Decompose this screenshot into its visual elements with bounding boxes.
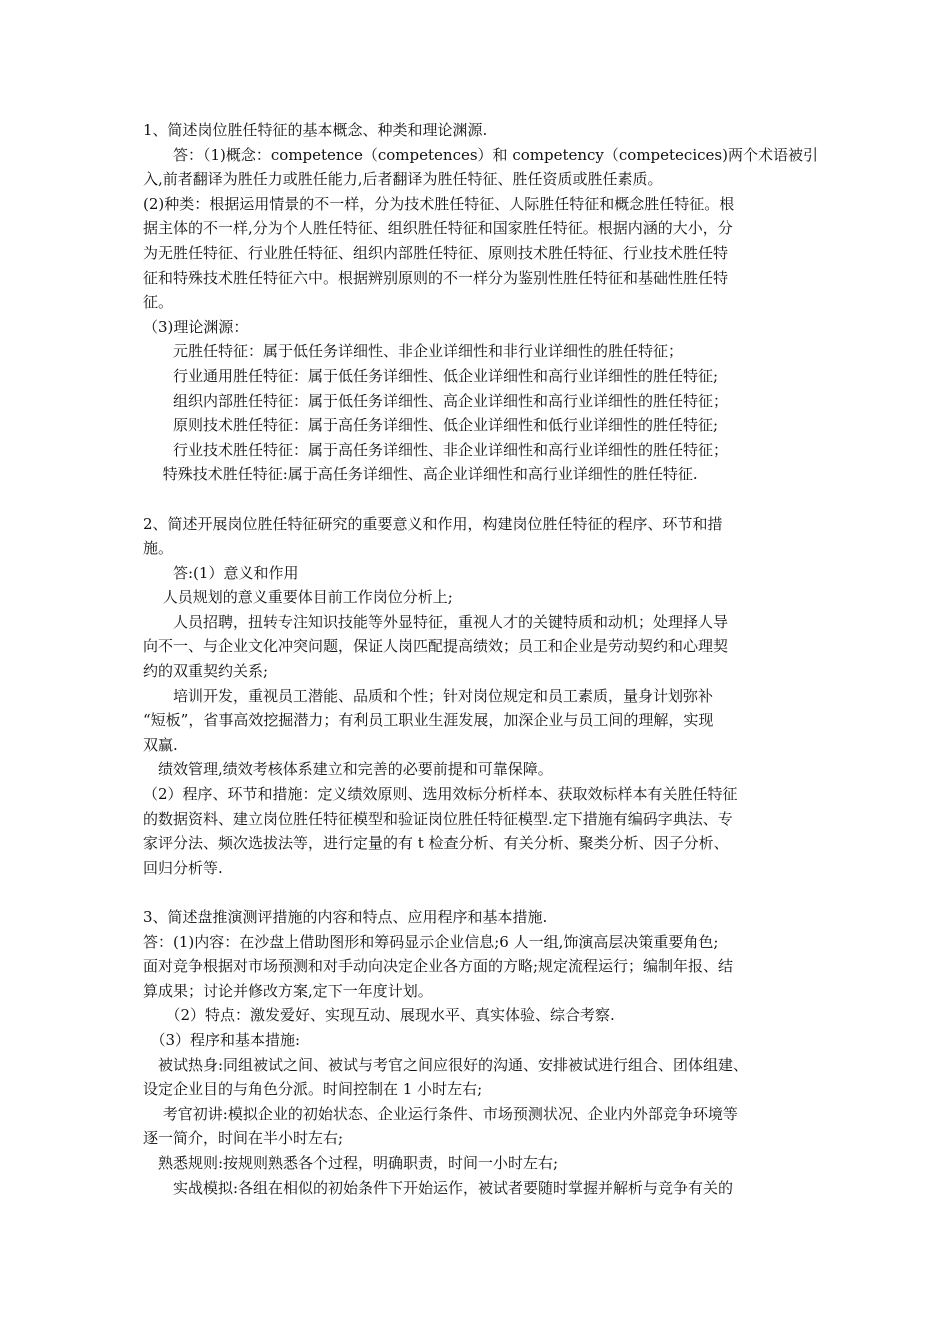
text-line: 施。 — [143, 539, 174, 558]
text-line: 征和特殊技术胜任特征六中。根据辨别原则的不一样分为鉴别性胜任特征和基础性胜任特 — [143, 268, 729, 287]
text-line: 人员规划的意义重要体目前工作岗位分析上; — [143, 588, 453, 607]
text-line: 答：（1)概念：competence（competences）和 competency（competecices)两个术语被引 — [143, 145, 818, 164]
text-line: 据主体的不一样,分为个人胜任特征、组织胜任特征和国家胜任特征。根据内涵的大小，分 — [143, 219, 733, 238]
text-line: （3）程序和基本措施: — [143, 1030, 301, 1049]
text-line: (2)种类：根据运用情景的不一样，分为技术胜任特征、人际胜任特征和概念胜任特征。根 — [143, 194, 735, 213]
blank-line — [143, 880, 813, 905]
text-line: 行业通用胜任特征：属于低任务详细性、低企业详细性和高行业详细性的胜任特征; — [143, 366, 719, 385]
text-line: 特殊技术胜任特征:属于高任务详细性、高企业详细性和高行业详细性的胜任特征. — [143, 465, 698, 484]
text-line: 答:(1）意义和作用 — [143, 563, 299, 582]
text-line: 2、简述开展岗位胜任特征研究的重要意义和作用，构建岗位胜任特征的程序、环节和措 — [143, 514, 723, 533]
text-line: 双赢. — [143, 735, 178, 754]
text-line: 绩效管理,绩效考核体系建立和完善的必要前提和可靠保障。 — [143, 760, 553, 779]
text-line: 人员招聘，扭转专注知识技能等外显特征，重视人才的关键特质和动机；处理择人导 — [143, 612, 729, 631]
text-line: 算成果；讨论并修改方案,定下一年度计划。 — [143, 981, 433, 1000]
text-line: 入,前者翻译为胜任力或胜任能力,后者翻译为胜任特征、胜任资质或胜任素质。 — [143, 170, 663, 189]
text-line: 为无胜任特征、行业胜任特征、组织内部胜任特征、原则技术胜任特征、行业技术胜任特 — [143, 243, 729, 262]
text-line: 的数据资料、建立岗位胜任特征模型和验证岗位胜任特征模型.定下措施有编码字典法、专 — [143, 809, 733, 828]
text-line: 实战模拟:各组在相似的初始条件下开始运作，被试者要随时掌握并解析与竞争有关的 — [143, 1178, 734, 1197]
text-line: 3、简述盘推演测评措施的内容和特点、应用程序和基本措施. — [143, 908, 548, 926]
text-line: 征。 — [143, 293, 174, 312]
text-line: 行业技术胜任特征：属于高任务详细性、非企业详细性和高行业详细性的胜任特征； — [143, 440, 729, 459]
text-line: 原则技术胜任特征：属于高任务详细性、低企业详细性和低行业详细性的胜任特征; — [143, 416, 719, 435]
text-line: （2）程序、环节和措施：定义绩效原则、选用效标分析样本、获取效标样本有关胜任特征 — [143, 785, 738, 804]
text-line: 回归分析等. — [143, 858, 223, 877]
text-line: 1、简述岗位胜任特征的基本概念、种类和理论渊源. — [143, 121, 488, 139]
text-line: 逐一简介，时间在半小时左右; — [143, 1129, 344, 1148]
text-line: 元胜任特征：属于低任务详细性、非企业详细性和非行业详细性的胜任特征； — [143, 342, 684, 361]
text-line: （2）特点：激发爱好、实现互动、展现水平、真实体验、综合考察. — [143, 1006, 615, 1025]
text-line: 被试热身:同组被试之间、被试与考官之间应很好的沟通、安排被试进行组合、团体组建、 — [143, 1055, 749, 1074]
text-line: 培训开发，重视员工潜能、品质和个性；针对岗位规定和员工素质，量身计划弥补 — [143, 686, 714, 705]
text-line: （3)理论渊源： — [143, 317, 249, 336]
text-line: “短板”，省事高效挖掘潜力；有利员工职业生涯发展，加深企业与员工间的理解，实现 — [143, 711, 714, 730]
text-line: 家评分法、频次选拔法等，进行定量的有 t 检查分析、有关分析、聚类分析、因子分析、 — [143, 834, 729, 853]
text-line: 熟悉规则:按规则熟悉各个过程，明确职责，时间一小时左右; — [143, 1153, 559, 1172]
text-line: 答：(1)内容：在沙盘上借助图形和筹码显示企业信息;6 人一组,饰演高层决策重要角色; — [143, 932, 719, 951]
blank-line — [143, 487, 813, 512]
text-line: 向不一、与企业文化冲突问题，保证人岗匹配提高绩效；员工和企业是劳动契约和心理契 — [143, 637, 729, 656]
text-line: 约的双重契约关系; — [143, 662, 269, 681]
text-line: 组织内部胜任特征：属于低任务详细性、高企业详细性和高行业详细性的胜任特征； — [143, 391, 729, 410]
text-line: 设定企业目的与角色分派。时间控制在 1 小时左右; — [143, 1080, 483, 1099]
text-line: 面对竞争根据对市场预测和对手动向决定企业各方面的方略;规定流程运行；编制年报、结 — [143, 957, 734, 976]
text-line: 考官初讲:模拟企业的初始状态、企业运行条件、市场预测状况、企业内外部竞争环境等 — [143, 1104, 738, 1123]
document-body — [143, 118, 818, 1200]
